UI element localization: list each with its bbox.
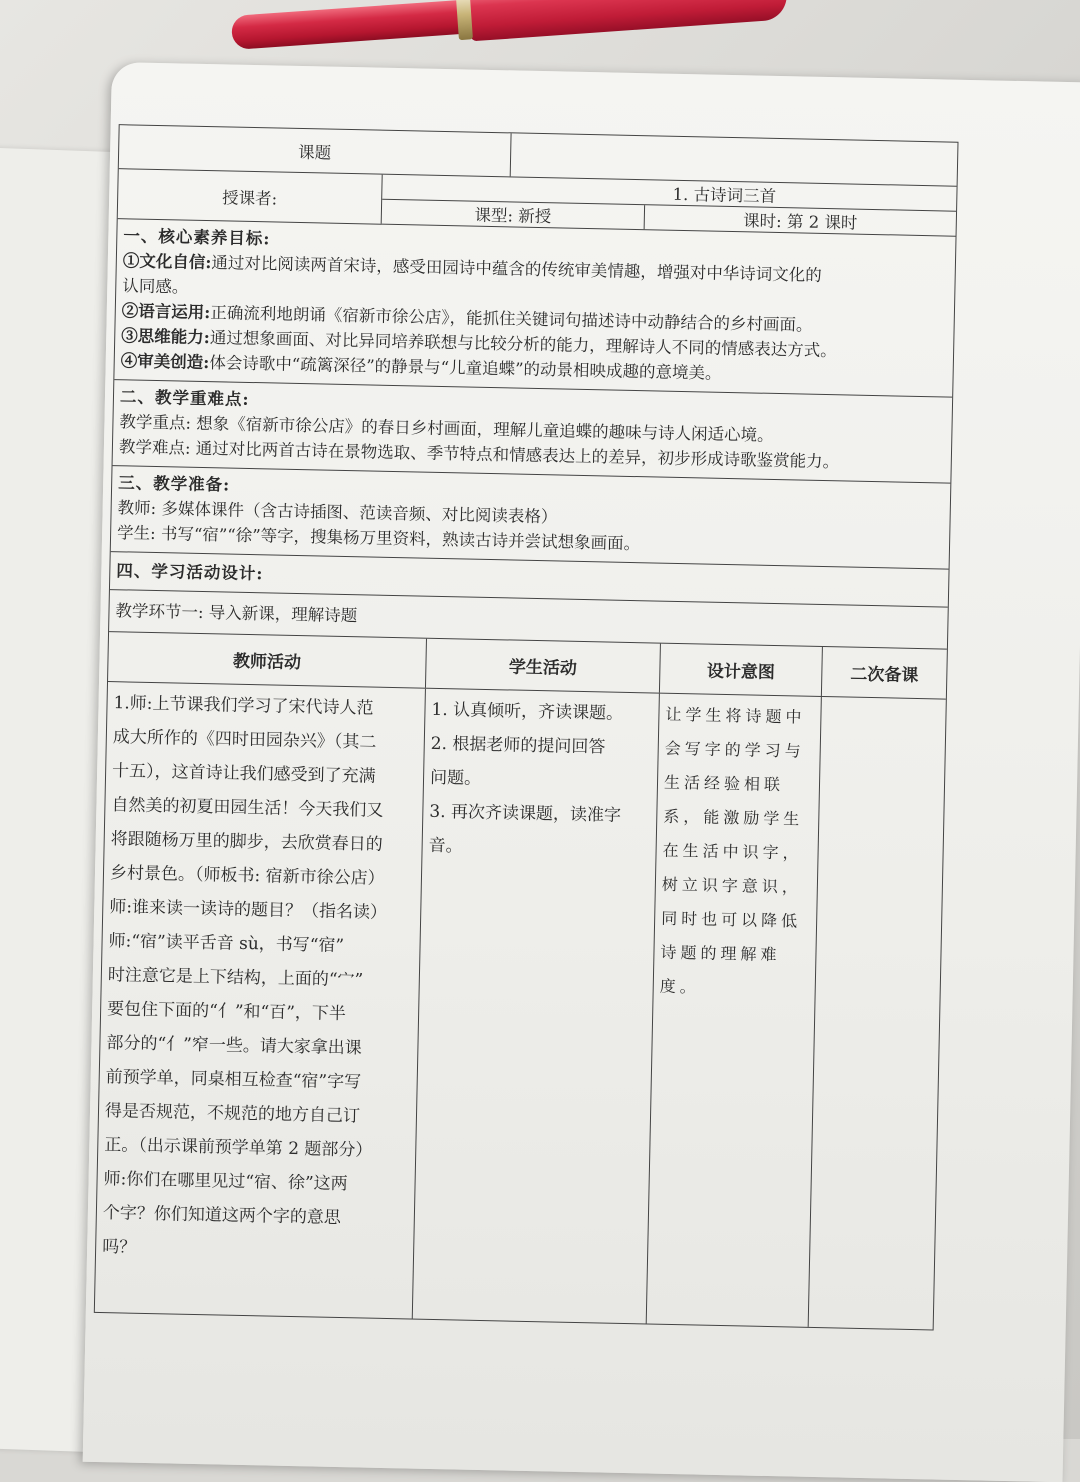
header-second-prep xyxy=(822,647,947,699)
pen-cap xyxy=(231,0,465,50)
teacher-line: 十五），这首诗让我们感受到了充满 xyxy=(111,761,376,787)
header-label: 学生活动 xyxy=(508,657,578,679)
teacher-line: 正。（出示课前预学单第 2 题部分） xyxy=(104,1135,373,1161)
teacher-preparation: 教师: 多媒体课件（含古诗插图、范读音频、对比阅读表格） xyxy=(117,498,558,527)
teacher-line: 成大所作的《四时田园杂兴》（其二 xyxy=(112,727,377,753)
intent-line: 生活经验相联 xyxy=(663,772,785,795)
teacher-line: 吗？ xyxy=(101,1237,137,1258)
goals-section xyxy=(114,219,955,398)
teacher-line: 自然美的初夏田园生活！今天我们又 xyxy=(111,795,384,821)
teaching-focus: 教学重点: 想象《宿新市徐公店》的春日乡村画面，理解儿童追蝶的趣味与诗人闲适心境。 xyxy=(119,412,774,445)
intent-line: 系，能激励学生 xyxy=(663,806,804,829)
goal-label: ④审美创造: xyxy=(120,351,210,373)
lesson-plan-sheet xyxy=(83,62,1080,1482)
goal-text: 通过对比阅读两首宋诗，感受田园诗中蕴含的传统审美情趣，增强对中华诗词文化的 xyxy=(211,253,822,285)
topic-value: 1. 古诗词三首 xyxy=(672,184,777,206)
teacher-activity-cell xyxy=(95,682,426,1319)
intent-line: 诗题的理解难 xyxy=(660,942,781,965)
teacher-line: 师:你们在哪里见过“宿、徐”这两 xyxy=(103,1169,348,1195)
teacher-line: 将跟随杨万里的脚步，去欣赏春日的 xyxy=(110,829,383,855)
intent-line: 同时也可以降低 xyxy=(660,908,802,931)
pen-gold-ring xyxy=(456,0,473,40)
teacher-line: 要包住下面的“亻”和“百”，下半 xyxy=(106,999,347,1025)
key-points-title: 二、教学重难点: xyxy=(119,387,250,409)
second-prep-cell xyxy=(809,697,946,1329)
goal-label: ①文化自信: xyxy=(122,251,212,273)
goal-text-continued: 认同感。 xyxy=(122,276,189,297)
intent-line: 会写字的学习与 xyxy=(664,738,805,761)
student-activity-cell xyxy=(413,689,660,1324)
teacher-line: 个字？你们知道这两个字的意思 xyxy=(102,1203,342,1229)
activities-title: 四、学习活动设计: xyxy=(116,561,264,584)
segment-title: 教学环节一: 导入新课，理解诗题 xyxy=(115,601,358,626)
teacher-label-cell xyxy=(118,169,383,224)
lesson-period: 课时: 第 2 课时 xyxy=(742,211,858,233)
goal-text: 通过想象画面、对比异同培养联想与比较分析的能力，理解诗人不同的情感表达方式。 xyxy=(209,328,837,361)
teacher-line: 部分的“亻”窄一些。请大家拿出课 xyxy=(106,1033,362,1059)
header-label: 二次备课 xyxy=(850,664,919,687)
student-line: 音。 xyxy=(428,835,463,857)
activity-body-row xyxy=(95,682,946,1329)
teaching-difficulty: 教学难点: 通过对比两首古诗在景物选取、季节特点和情感表达上的差异，初步形成诗歌鉴赏能力。 xyxy=(118,437,840,472)
header-student-activity xyxy=(426,639,661,693)
lesson-type: 课型: 新授 xyxy=(474,205,552,227)
topic-label: 课题 xyxy=(297,142,332,163)
student-preparation: 学生: 书写“宿”“徐”等字，搜集杨万里资料，熟读古诗并尝试想象画面。 xyxy=(116,523,641,554)
design-intent-cell xyxy=(647,694,822,1327)
teacher-line: 师:“宿”读平舌音 sù，书写“宿” xyxy=(108,931,345,957)
teacher-line: 前预学单，同桌相互检查“宿”字写 xyxy=(105,1067,362,1093)
intent-line: 树立识字意识， xyxy=(661,874,803,897)
goal-text: 体会诗歌中“疏篱深径”的静景与“儿童追蝶”的动景相映成趣的意境美。 xyxy=(209,353,722,383)
goal-label: ③思维能力: xyxy=(121,326,211,348)
teacher-line: 1.师:上节课我们学习了宋代诗人范 xyxy=(113,693,374,719)
goal-text: 正确流利地朗诵《宿新市徐公店》，能抓住关键词句描述诗中动静结合的乡村画面。 xyxy=(210,303,813,335)
student-line: 3. 再次齐读课题，读准字 xyxy=(429,801,622,826)
intent-line: 度。 xyxy=(659,976,700,997)
teacher-line: 得是否规范，不规范的地方自己订 xyxy=(104,1101,361,1127)
teacher-label: 授课者: xyxy=(221,187,278,208)
student-line: 1. 认真倾听，齐读课题。 xyxy=(431,699,624,724)
second-prep-text xyxy=(828,701,940,703)
lesson-plan-table xyxy=(94,124,959,1330)
student-line: 2. 根据老师的提问回答 xyxy=(430,733,606,758)
goal-label: ②语言运用: xyxy=(121,301,211,323)
topic-label-cell xyxy=(119,125,512,176)
preparation-title: 三、教学准备: xyxy=(117,473,231,495)
teacher-line: 乡村景色。（师板书: 宿新市徐公店） xyxy=(109,863,385,889)
header-design-intent xyxy=(660,644,823,696)
goals-title: 一、核心素养目标: xyxy=(123,226,271,249)
header-label: 教师活动 xyxy=(232,651,302,674)
intent-line: 让学生将诗题中 xyxy=(665,704,806,727)
header-teacher-activity xyxy=(108,632,427,688)
student-line: 问题。 xyxy=(429,767,482,789)
intent-line: 在生活中识字， xyxy=(662,840,803,863)
header-label: 设计意图 xyxy=(706,661,776,684)
teacher-line: 时注意它是上下结构，上面的“宀” xyxy=(107,965,364,991)
teacher-line: 师:谁来读一读诗的题目？（指名读） xyxy=(109,897,388,923)
